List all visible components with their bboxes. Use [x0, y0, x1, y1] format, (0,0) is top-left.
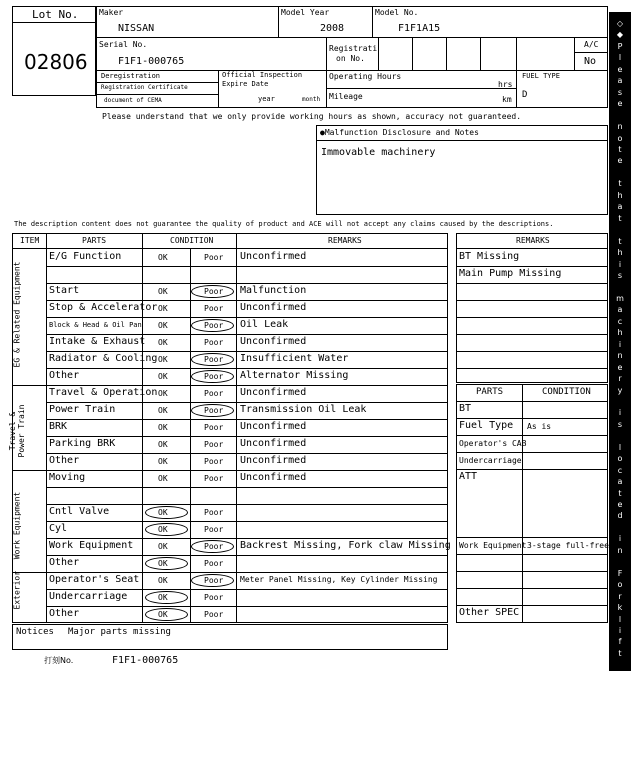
table-row-divider: [46, 504, 448, 505]
condition-ok: OK: [158, 508, 168, 517]
header-item: ITEM: [20, 236, 40, 245]
mileage-label: Mileage: [329, 92, 363, 101]
model-no-label: Model No.: [375, 8, 419, 17]
condition-poor: Poor: [204, 423, 224, 432]
model-no-value: F1F1A15: [398, 23, 441, 34]
table-row-remark: Unconfirmed: [240, 472, 307, 483]
stamp-label: 打刻No.: [44, 656, 74, 665]
disclaimer-text: The description content does not guarantee the quality of product and ACE will not accept any claims caused by the descriptions.: [14, 220, 554, 228]
hrs-label: hrs: [498, 80, 513, 89]
table-row-part: E/G Function: [49, 251, 122, 262]
ok-circled-mark: [145, 506, 188, 519]
right-part-condition: As is: [527, 422, 552, 431]
table-row-remark: Insufficient Water: [240, 353, 349, 364]
table-row-divider: [46, 538, 448, 539]
condition-poor: Poor: [204, 610, 224, 619]
maker-label: Maker: [99, 8, 124, 17]
table-row-divider: [46, 436, 448, 437]
condition-poor: Poor: [204, 287, 224, 296]
table-row-divider: [46, 402, 448, 403]
table-row-part: Undercarriage: [49, 591, 128, 602]
table-row-part: Operator's Seat: [49, 574, 140, 585]
poor-circled-mark: [191, 540, 234, 553]
month-label: month: [302, 96, 321, 103]
table-row-part: Other: [49, 557, 80, 568]
parts-row-divider: [456, 452, 608, 453]
ok-circled-mark: [145, 591, 188, 604]
condition-ok: OK: [158, 542, 168, 551]
table-row-divider: [46, 487, 448, 488]
header-condition: CONDITION: [170, 236, 214, 245]
location-note-text: ◇ ◆ P l e a s e n o t e t h a t t h i s m a c h i n e r y i s l o c a t e d i n F o r k l i f t P a r k i n g ◆ ◇: [616, 19, 624, 773]
table-row-divider: [12, 572, 448, 573]
table-row-divider: [46, 606, 448, 607]
right-remarks-header: REMARKS: [516, 236, 550, 245]
remark-row-divider: [456, 283, 608, 284]
table-row-remark: Meter Panel Missing, Key Cylinder Missing: [240, 575, 438, 584]
condition-ok: OK: [158, 389, 168, 398]
condition-poor: Poor: [204, 525, 224, 534]
deregistration-label: Deregistration: [101, 72, 161, 80]
table-row-remark: Unconfirmed: [240, 421, 307, 432]
right-part-label: BT: [459, 403, 472, 414]
condition-poor: Poor: [204, 406, 224, 415]
condition-poor: Poor: [204, 559, 224, 568]
right-part-label: ATT: [459, 471, 478, 482]
table-row-part: Parking BRK: [49, 438, 116, 449]
table-row-remark: Unconfirmed: [240, 387, 307, 398]
table-row-part: Work Equipment: [49, 540, 134, 551]
ok-circled-mark: [145, 608, 188, 621]
poor-circled-mark: [191, 574, 234, 587]
table-row-part: Travel & Operation: [49, 387, 158, 398]
registration-label: Registrati: [329, 44, 378, 53]
fuel-type-label: FUEL TYPE: [522, 72, 560, 80]
group-travel-power-train: Travel & Power Train: [8, 404, 26, 458]
group-work-equipment: Work Equipment: [12, 491, 22, 560]
year-label: year: [258, 95, 275, 103]
inspection-label: Official Inspection: [222, 71, 303, 79]
condition-poor: Poor: [204, 457, 224, 466]
table-row-divider: [46, 351, 448, 352]
condition-ok: OK: [158, 610, 168, 619]
table-row-remark: Oil Leak: [240, 319, 289, 330]
table-row-remark: Unconfirmed: [240, 438, 307, 449]
right-part-label: Fuel Type: [459, 420, 514, 431]
serial-value: F1F1-000765: [118, 56, 185, 67]
table-row-divider: [46, 419, 448, 420]
right-condition-header: CONDITION: [542, 387, 591, 397]
table-row-remark: Transmission Oil Leak: [240, 404, 367, 415]
group-eg-related: EG & Related Equipment: [12, 261, 22, 368]
model-year-value: 2008: [320, 23, 345, 34]
poor-circled-mark: [191, 285, 234, 298]
header-remarks: REMARKS: [328, 236, 362, 245]
ok-circled-mark: [145, 557, 188, 570]
right-remark-item: Main Pump Missing: [459, 268, 562, 279]
malfunction-box: [316, 125, 608, 215]
remark-row-divider: [456, 266, 608, 267]
ac-value: No: [584, 56, 597, 67]
malfunction-title: ●Malfunction Disclosure and Notes: [320, 128, 479, 137]
condition-ok: OK: [158, 525, 168, 534]
table-row-part: Moving: [49, 472, 86, 483]
condition-poor: Poor: [204, 389, 224, 398]
operating-hours-label: Operating Hours: [329, 72, 402, 81]
table-row-part: Other: [49, 608, 80, 619]
table-row-divider: [46, 283, 448, 284]
poor-circled-mark: [191, 319, 234, 332]
condition-ok: OK: [158, 253, 168, 262]
right-parts-header: PARTS: [476, 387, 504, 397]
remark-row-divider: [456, 334, 608, 335]
km-label: km: [502, 95, 512, 104]
table-row-part: Power Train: [49, 404, 116, 415]
condition-ok: OK: [158, 372, 168, 381]
condition-ok: OK: [158, 440, 168, 449]
table-row-part: Cntl Valve: [49, 506, 110, 517]
table-row-part: Radiator & Cooling: [49, 353, 158, 364]
model-year-label: Model Year: [281, 8, 330, 17]
inspection-label-2: Expire Date: [222, 80, 269, 88]
condition-ok: OK: [158, 423, 168, 432]
notices-text: Major parts missing: [68, 627, 171, 637]
cema-document-label: document of CEMA: [104, 97, 162, 104]
condition-poor: Poor: [204, 474, 224, 483]
table-row-remark: Unconfirmed: [240, 455, 307, 466]
table-row-divider: [12, 470, 448, 471]
right-remark-item: BT Missing: [459, 251, 520, 262]
table-row-divider: [12, 385, 448, 386]
table-row-divider: [46, 453, 448, 454]
condition-ok: OK: [158, 338, 168, 347]
registration-certificate-label: Registration Certificate: [101, 84, 188, 91]
ok-circled-mark: [145, 523, 188, 536]
table-row-divider: [46, 300, 448, 301]
condition-poor: Poor: [204, 253, 224, 262]
condition-poor: Poor: [204, 338, 224, 347]
right-part-label: Undercarriage: [459, 456, 522, 465]
condition-ok: OK: [158, 287, 168, 296]
remark-row-divider: [456, 351, 608, 352]
poor-circled-mark: [191, 404, 234, 417]
table-row-part: Other: [49, 455, 80, 466]
fuel-type-value: D: [522, 90, 528, 100]
parts-row-divider: [456, 469, 608, 470]
table-row-part: Stop & Accelerator: [49, 302, 158, 313]
right-part-label: Other SPEC: [459, 607, 520, 618]
condition-ok: OK: [158, 576, 168, 585]
table-row-remark: Backrest Missing, Fork claw Missing: [240, 540, 451, 551]
condition-ok: OK: [158, 474, 168, 483]
hours-notice: Please understand that we only provide working hours as shown, accuracy not guaranteed.: [102, 112, 522, 121]
remark-row-divider: [456, 300, 608, 301]
table-row-part: Cyl: [49, 523, 68, 534]
poor-circled-mark: [191, 353, 234, 366]
parts-row-divider: [456, 588, 608, 589]
poor-circled-mark: [191, 370, 234, 383]
remark-row-divider: [456, 317, 608, 318]
stamp-value: F1F1-000765: [112, 655, 179, 666]
lot-label: Lot No.: [32, 8, 79, 21]
right-part-condition: 3-stage full-free: [527, 541, 609, 550]
condition-poor: Poor: [204, 355, 224, 364]
condition-poor: Poor: [204, 440, 224, 449]
table-row-part: Start: [49, 285, 80, 296]
table-row-remark: Malfunction: [240, 285, 307, 296]
remark-row-divider: [456, 368, 608, 369]
condition-ok: OK: [158, 321, 168, 330]
table-row-divider: [46, 334, 448, 335]
parts-row-divider: [456, 435, 608, 436]
condition-ok: OK: [158, 593, 168, 602]
condition-ok: OK: [158, 559, 168, 568]
right-part-label: Operator's CAB: [459, 439, 527, 448]
table-row-remark: Alternator Missing: [240, 370, 349, 381]
condition-poor: Poor: [204, 321, 224, 330]
condition-ok: OK: [158, 457, 168, 466]
table-row-remark: Unconfirmed: [240, 302, 307, 313]
table-row-remark: Unconfirmed: [240, 251, 307, 262]
parts-row-divider: [456, 571, 608, 572]
location-note-sidebar: [609, 12, 631, 773]
condition-poor: Poor: [204, 593, 224, 602]
condition-ok: OK: [158, 304, 168, 313]
table-row-part: BRK: [49, 421, 68, 432]
header-parts: PARTS: [82, 236, 107, 245]
table-row-divider: [46, 266, 448, 267]
parts-row-divider: [456, 605, 608, 606]
lot-number: 02806: [24, 50, 88, 74]
serial-label: Serial No.: [99, 40, 148, 49]
condition-poor: Poor: [204, 542, 224, 551]
table-row-divider: [46, 555, 448, 556]
table-row-remark: Unconfirmed: [240, 336, 307, 347]
table-row-part: Intake & Exhaust: [49, 336, 146, 347]
group-exterior: Exterior: [12, 570, 22, 610]
table-row-part: Other: [49, 370, 80, 381]
table-row-part: Block & Head & Oil Pan: [49, 321, 142, 329]
registration-label-2: on No.: [336, 54, 365, 63]
table-row-divider: [46, 589, 448, 590]
condition-poor: Poor: [204, 576, 224, 585]
malfunction-text: Immovable machinery: [321, 147, 436, 158]
condition-poor: Poor: [204, 372, 224, 381]
maker-value: NISSAN: [118, 23, 155, 34]
condition-poor: Poor: [204, 508, 224, 517]
notices-label: Notices: [16, 627, 54, 637]
condition-ok: OK: [158, 355, 168, 364]
parts-row-divider: [456, 554, 608, 555]
condition-ok: OK: [158, 406, 168, 415]
right-part-label: Work Equipment: [459, 541, 527, 550]
table-row-divider: [46, 521, 448, 522]
parts-row-divider: [456, 418, 608, 419]
condition-poor: Poor: [204, 304, 224, 313]
table-row-divider: [46, 317, 448, 318]
table-row-divider: [46, 368, 448, 369]
parts-row-divider: [456, 537, 608, 538]
ac-label: A/C: [584, 40, 599, 49]
